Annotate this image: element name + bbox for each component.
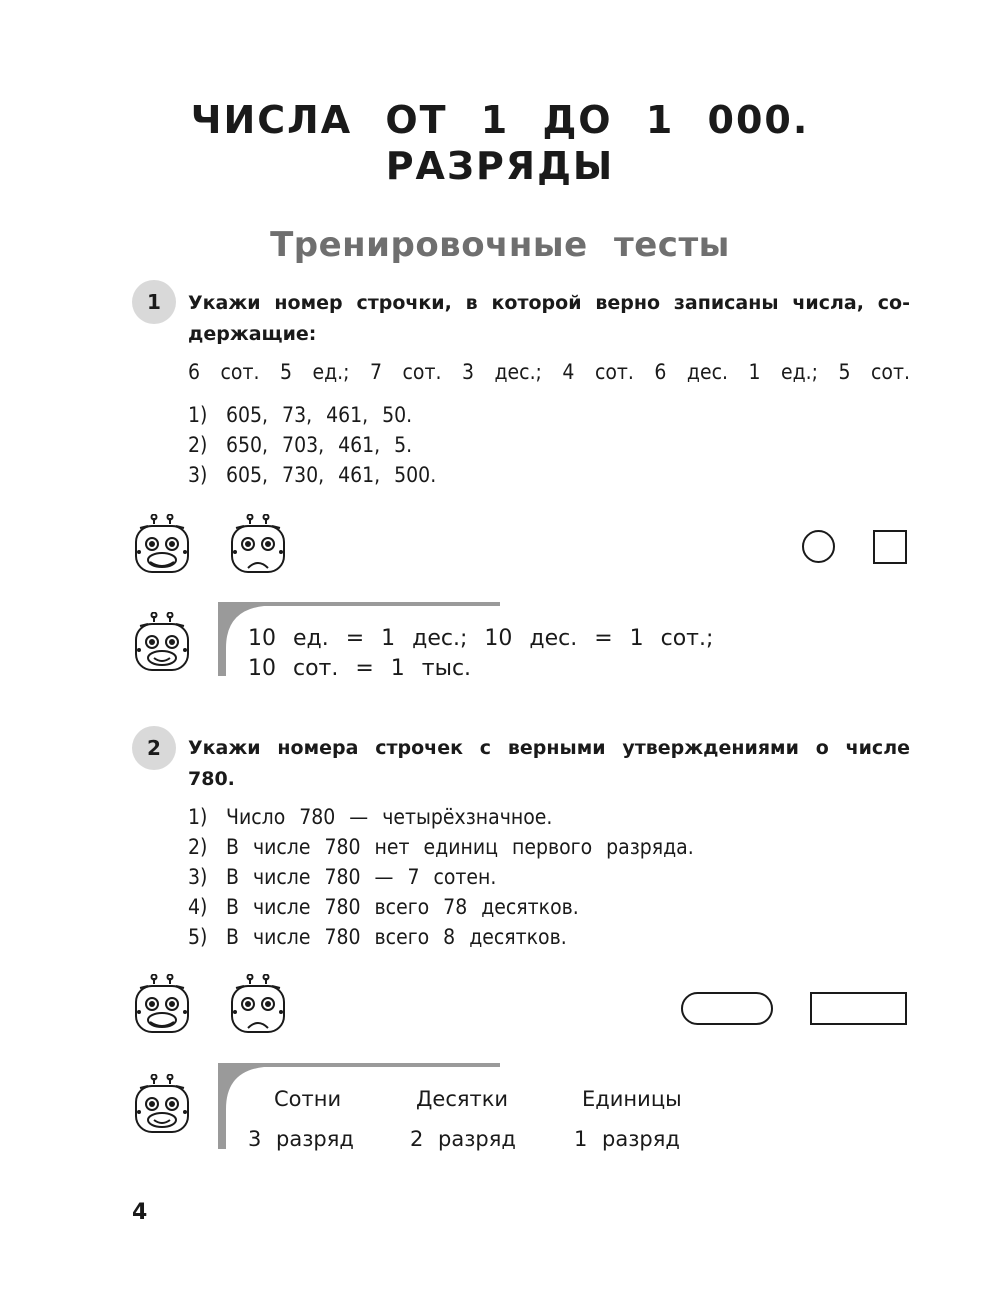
option-text: 605, 73, 461, 50. [226,403,413,427]
rank-3: 3 разряд [248,1127,354,1151]
rank-2: 2 разряд [410,1127,516,1151]
giraffe-sad-icon [228,514,288,576]
answer-oval[interactable] [681,992,773,1025]
task-2-option [188,892,579,922]
option-number: 2) [188,433,208,457]
answer-square[interactable] [873,530,907,564]
answer-circle[interactable] [802,530,835,563]
giraffe-happy-icon [132,514,192,576]
option-text: 650, 703, 461, 5. [226,433,413,457]
task-2-number-badge: 2 [132,726,176,770]
task-2-option [188,802,552,832]
page-title-line2: РАЗРЯДЫ [385,144,615,188]
rank-header-hundreds: Сотни [274,1087,342,1111]
section-subtitle: Тренировочные тесты [270,225,730,265]
option-number: 3) [188,865,208,889]
task-1-number-badge: 1 [132,280,176,324]
task-1-text [188,288,910,350]
giraffe-happy-icon [132,974,192,1036]
rank-header-tens: Десятки [416,1087,509,1111]
task-2-text [188,733,910,795]
option-number: 3) [188,463,208,487]
task-1-option [188,460,436,490]
task-2-text-line1: Укажи номера строчек с верными утверждениями о числе [188,737,910,759]
giraffe-hint-icon [132,612,192,674]
task-2-option [188,832,694,862]
option-number: 2) [188,835,208,859]
giraffe-sad-icon [228,974,288,1036]
task-2-option [188,862,496,892]
rank-1: 1 разряд [574,1127,680,1151]
rank-header-units: Единицы [582,1087,682,1111]
task-1-option [188,400,412,430]
task-2-text-line2: 780. [188,768,235,790]
option-text: В числе 780 всего 8 десятков. [226,925,567,949]
task-2-option [188,922,567,952]
option-number: 1) [188,805,208,829]
page-title: ЧИСЛА ОТ 1 ДО 1 000. [190,98,810,142]
hint-1-line1: 10 ед. = 1 дес.; 10 дес. = 1 сот.; [248,626,714,651]
option-text: Число 780 — четырёхзначное. [226,805,553,829]
answer-rectangle[interactable] [810,992,907,1025]
option-number: 4) [188,895,208,919]
option-text: 605, 730, 461, 500. [226,463,437,487]
option-number: 5) [188,925,208,949]
giraffe-hint-icon [132,1074,192,1136]
option-text: В числе 780 — 7 сотен. [226,865,497,889]
task-1-given: 6 сот. 5 ед.; 7 сот. 3 дес.; 4 сот. 6 дес. 1 ед.; 5 сот. [188,360,910,384]
task-1-option [188,430,412,460]
option-number: 1) [188,403,208,427]
task-1-text-line2: держащие: [188,323,317,345]
hint-1-line2: 10 сот. = 1 тыс. [248,656,472,681]
page-number: 4 [132,1200,148,1225]
option-text: В числе 780 всего 78 десятков. [226,895,579,919]
task-1-text-line1: Укажи номер строчки, в которой верно записаны числа, со- [188,292,910,314]
option-text: В числе 780 нет единиц первого разряда. [226,835,694,859]
